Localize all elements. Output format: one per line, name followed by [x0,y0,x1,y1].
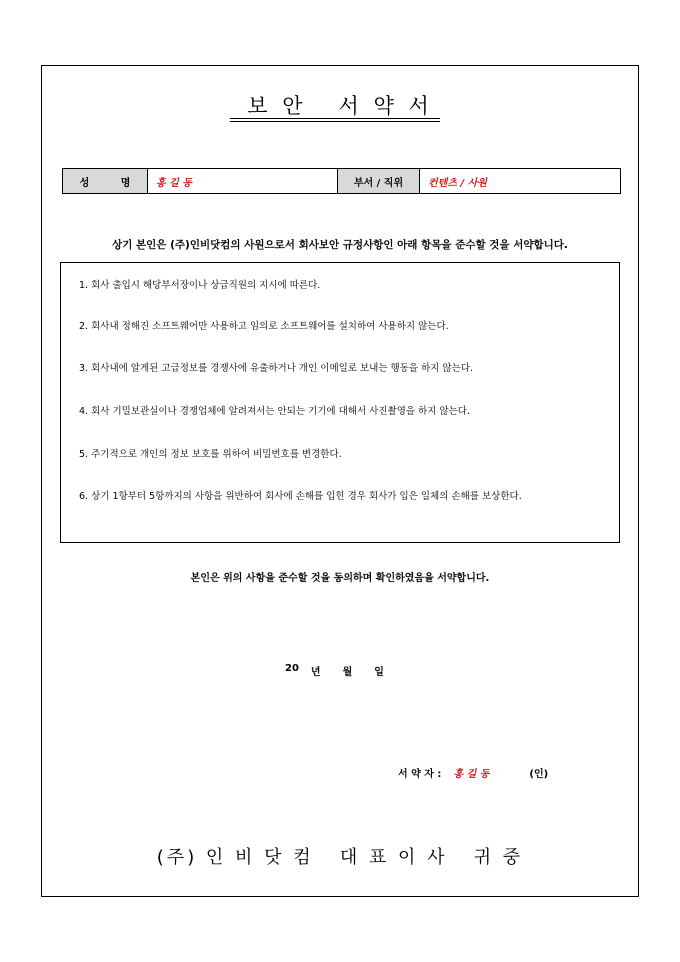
date-day-unit: 일 [374,667,384,678]
list-item: 4. 회사 기밀보관실이나 경쟁업체에 알려져서는 안되는 기기에 대해서 사진촬영을 하지 않는다. [79,406,471,417]
signer-label: 서 약 자 : [398,769,442,780]
list-item: 6. 상기 1항부터 5항까지의 사항을 위반하여 회사에 손해를 입힌 경우 회사가 입은 일체의 손해를 보상한다. [79,491,522,502]
list-item: 2. 회사내 정해진 소프트웨어만 사용하고 임의로 소프트웨어를 설치하여 사용하지 않는다. [79,321,449,332]
document-title: 보 안 서 약 서 [247,94,433,118]
list-item: 5. 주기적으로 개인의 정보 보호를 위하여 비밀번호를 변경한다. [79,449,342,460]
dept-value: 컨텐츠 / 사원 [428,177,487,189]
items-box [60,262,620,543]
name-value: 홍 길 동 [148,169,338,193]
date-year-unit: 년 [310,667,321,678]
addressee-footer: (주) 인 비 닷 컴 대 표 이 사 귀 중 [156,847,524,868]
date-line [285,663,384,678]
signer-name: 홍 길 동 [453,769,490,780]
agreement-statement: 본인은 위의 사항을 준수할 것을 동의하며 확인하였음을 서약합니다. [190,573,490,584]
list-item: 3. 회사내에 알게된 고급정보를 경쟁사에 유출하거나 개인 이메일로 보내는 행동을 하지 않는다. [79,363,474,374]
dept-label: 부서 / 직위 [338,169,420,193]
intro-statement: 상기 본인은 (주)인비닷컴의 사원으로서 회사보안 규정사항인 아래 항목을 준수할 것을 서약합니다. [112,239,568,251]
title-underline [230,118,440,119]
seal-mark: (인) [529,769,549,780]
list-item: 1. 회사 출입시 해당부서장이나 상급직원의 지시에 따른다. [79,280,321,291]
signer-line [398,765,548,780]
name-label: 성 명 [63,169,148,193]
title-underline-second [230,121,440,122]
date-year: 20 [285,663,299,674]
info-table [62,168,621,194]
date-month-unit: 월 [342,667,353,678]
